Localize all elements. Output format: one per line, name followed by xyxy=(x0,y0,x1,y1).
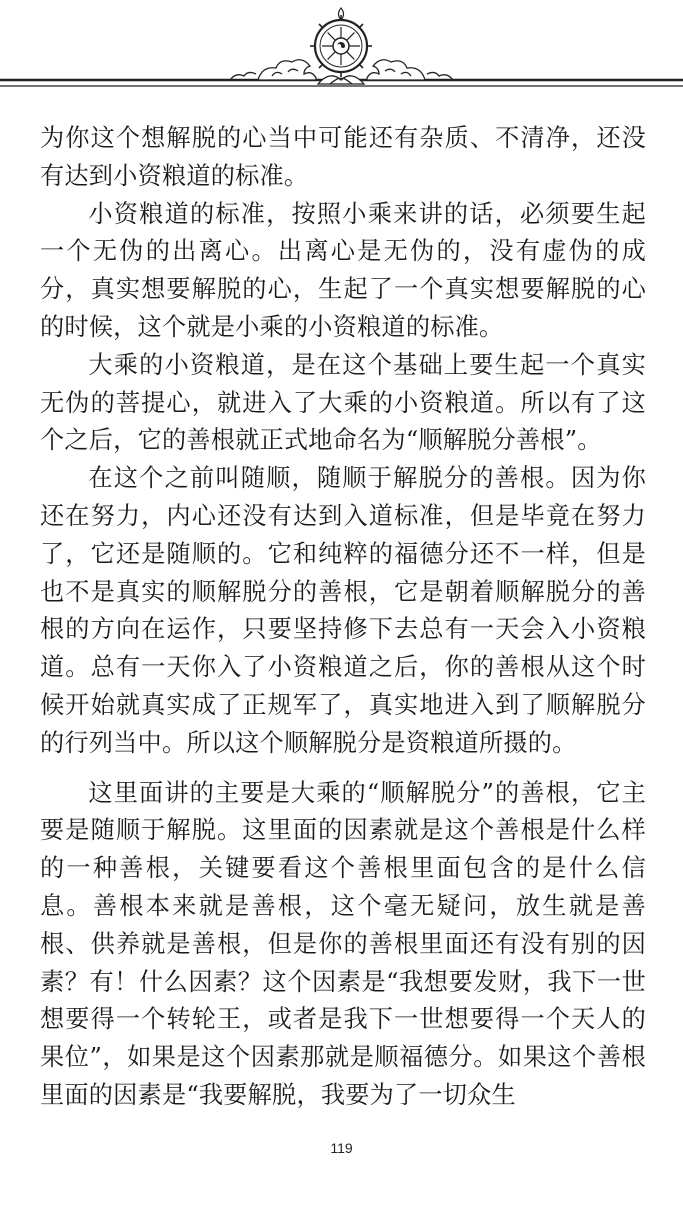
lotus-base-icon xyxy=(318,76,364,84)
paragraph: 大乘的小资粮道，是在这个基础上要生起一个真实无伪的菩提心，就进入了大乘的小资粮道。所以有了这个之后，它的善根就正式地命名为“顺解脱分善根”。 xyxy=(40,350,646,455)
page-header-ornament xyxy=(0,0,683,100)
paragraph: 小资粮道的标准，按照小乘来讲的话，必须要生起一个无伪的出离心。出离心是无伪的，没有虚伪的成分，真实想要解脱的心，生起了一个真实想要解脱的心的时候，这个就是小乘的小资粮道的标准。 xyxy=(40,199,646,341)
paragraph: 在这个之前叫随顺，随顺于解脱分的善根。因为你还在努力，内心还没有达到入道标准，但是毕竟在努力了，它还是随顺的。它和纯粹的福德分还不一样，但是也不是真实的顺解脱分的善根，它是朝着顺解脱分的善根的方向在运作，只要坚持修下去总有一天会入小资粮道。总有一天你入了小资粮道之后，你的善根从这个时候开始就真实成了正规军了，真实地进入到了顺解脱分的行列当中。所以这个顺解脱分是资粮道所摄的。 xyxy=(40,464,646,757)
dharma-wheel-icon xyxy=(310,8,372,77)
auspicious-cloud-icon xyxy=(230,60,316,80)
page-body-text xyxy=(40,120,646,1115)
page-number: 119 xyxy=(330,1140,353,1156)
paragraph-continued: 为你这个想解脱的心当中可能还有杂质、不清净，还没有达到小资粮道的标准。 xyxy=(40,124,646,190)
header-ornament-graphic xyxy=(0,0,683,100)
paragraph: 这里面讲的主要是大乘的“顺解脱分”的善根，它主要是随顺于解脱。这里面的因素就是这个善根是什么样的一种善根，关键要看这个善根里面包含的是什么信息。善根本来就是善根，这个毫无疑问，放生就是善根、供养就是善根，但是你的善根里面还有没有别的因素？有！什么因素？这个因素是“我想要发财，我下一世想要得一个转轮王，或者是我下一世想要得一个天人的果位”，如果是这个因素那就是顺福德分。如果这个善根里面的因素是“我要解脱，我要为了一切众生 xyxy=(40,778,646,1109)
auspicious-cloud-icon xyxy=(367,60,453,80)
